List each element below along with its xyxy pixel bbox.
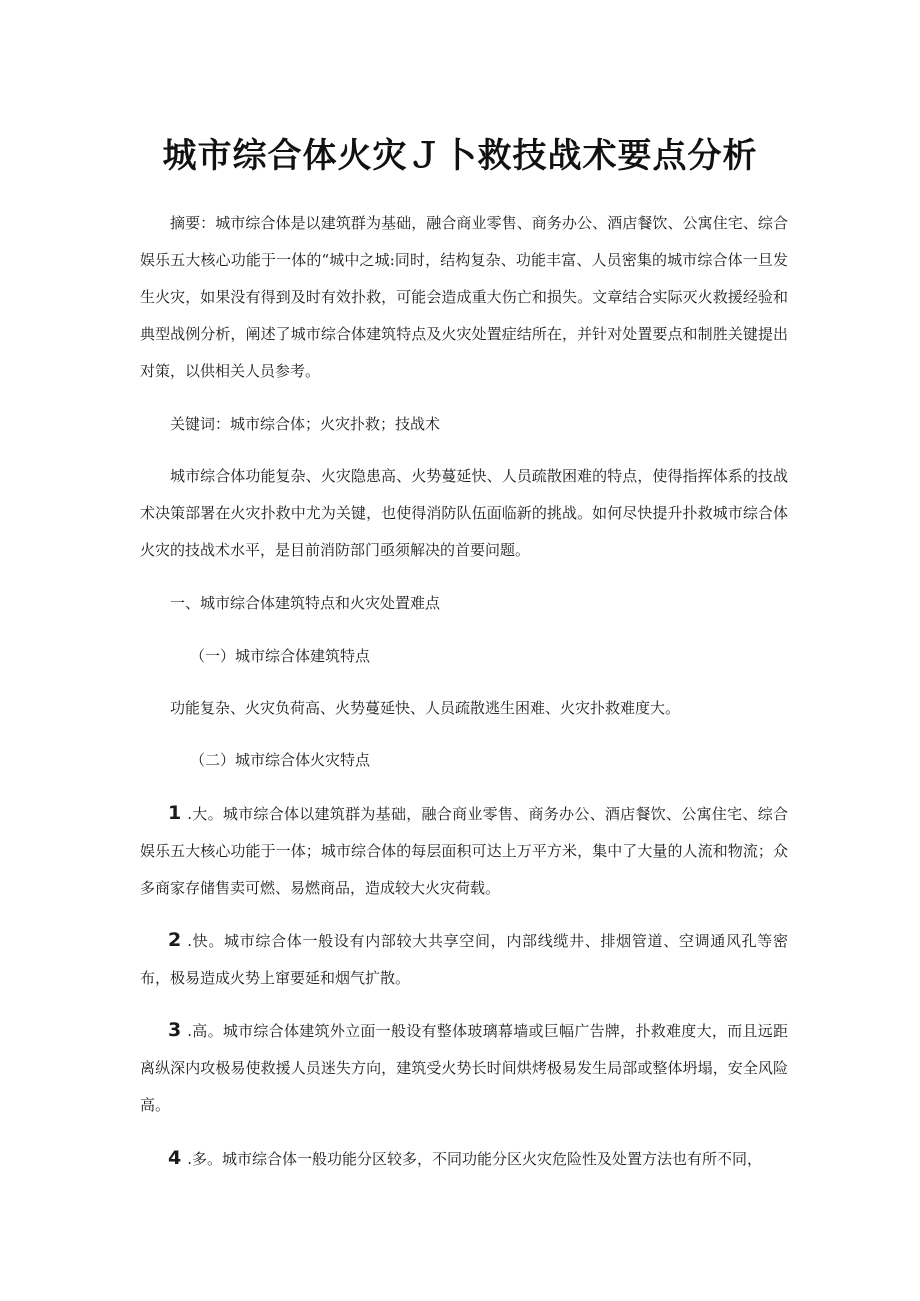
- section-heading: 一、城市综合体建筑特点和火灾处置难点: [170, 594, 441, 612]
- item-number: 2: [168, 929, 182, 951]
- numbered-item: [140, 795, 788, 907]
- item-number: 4: [168, 1147, 182, 1169]
- item-number: 1: [168, 802, 182, 824]
- intro-paragraph: 城市综合体功能复杂、火灾隐患高、火势蔓延快、人员疏散困难的特点，使得指挥体系的技战术决策部署在火灾扑救中尤为关键，也使得消防队伍面临新的挑战。如何尽快提升扑救城市综合体火灾的技战术水平，是目前消防部门亟须解决的首要问题。: [140, 467, 788, 559]
- numbered-item: [140, 1140, 788, 1178]
- item-number: 3: [168, 1019, 182, 1041]
- document-title: 城市综合体火灾Ｊ卜救技战术要点分析: [162, 136, 758, 176]
- keywords-line: 关键词：城市综合体；火灾扑救；技战术: [170, 415, 441, 433]
- subsection-heading: （一）城市综合体建筑特点: [190, 647, 371, 665]
- numbered-item: [140, 1012, 788, 1124]
- subsection-heading: （二）城市综合体火灾特点: [190, 751, 371, 769]
- subsection-body: 功能复杂、火灾负荷高、火势蔓延快、人员疏散逃生困难、火灾扑救难度大。: [170, 699, 681, 717]
- numbered-item: [140, 922, 788, 997]
- abstract-paragraph: 摘要：城市综合体是以建筑群为基础，融合商业零售、商务办公、酒店餐饮、公寓住宅、综合娱乐五大核心功能于一体的“城中之城:同时，结构复杂、功能丰富、人员密集的城市综合体一旦发生火灾，如果没有得到及时有效扑救，可能会造成重大伤亡和损失。文章结合实际灭火救援经验和典型战例分析，阐述了城市综合体建筑特点及火灾处置症结所在，并针对处置要点和制胜关键提出对策，以供相关人员参考。: [140, 214, 788, 380]
- item-text: .大。城市综合体以建筑群为基础，融合商业零售、商务办公、酒店餐饮、公寓住宅、综合娱乐五大核心功能于一体；城市综合体的每层面积可达上万平方米，集中了大量的人流和物流；众多商家存储售卖可燃、易燃商品，造成较大火灾荷载。: [140, 805, 788, 897]
- item-text: .高。城市综合体建筑外立面一般设有整体玻璃幕墙或巨幅广告牌，扑救难度大，而且远距离纵深内攻极易使救援人员迷失方向，建筑受火势长时间烘烤极易发生局部或整体坍塌，安全风险高。: [140, 1022, 788, 1114]
- item-text: .多。城市综合体一般功能分区较多，不同功能分区火灾危险性及处置方法也有所不同，: [187, 1150, 763, 1168]
- item-text: .快。城市综合体一般设有内部较大共享空间，内部线缆井、排烟管道、空调通风孔等密布，极易造成火势上窜要延和烟气扩散。: [140, 932, 788, 987]
